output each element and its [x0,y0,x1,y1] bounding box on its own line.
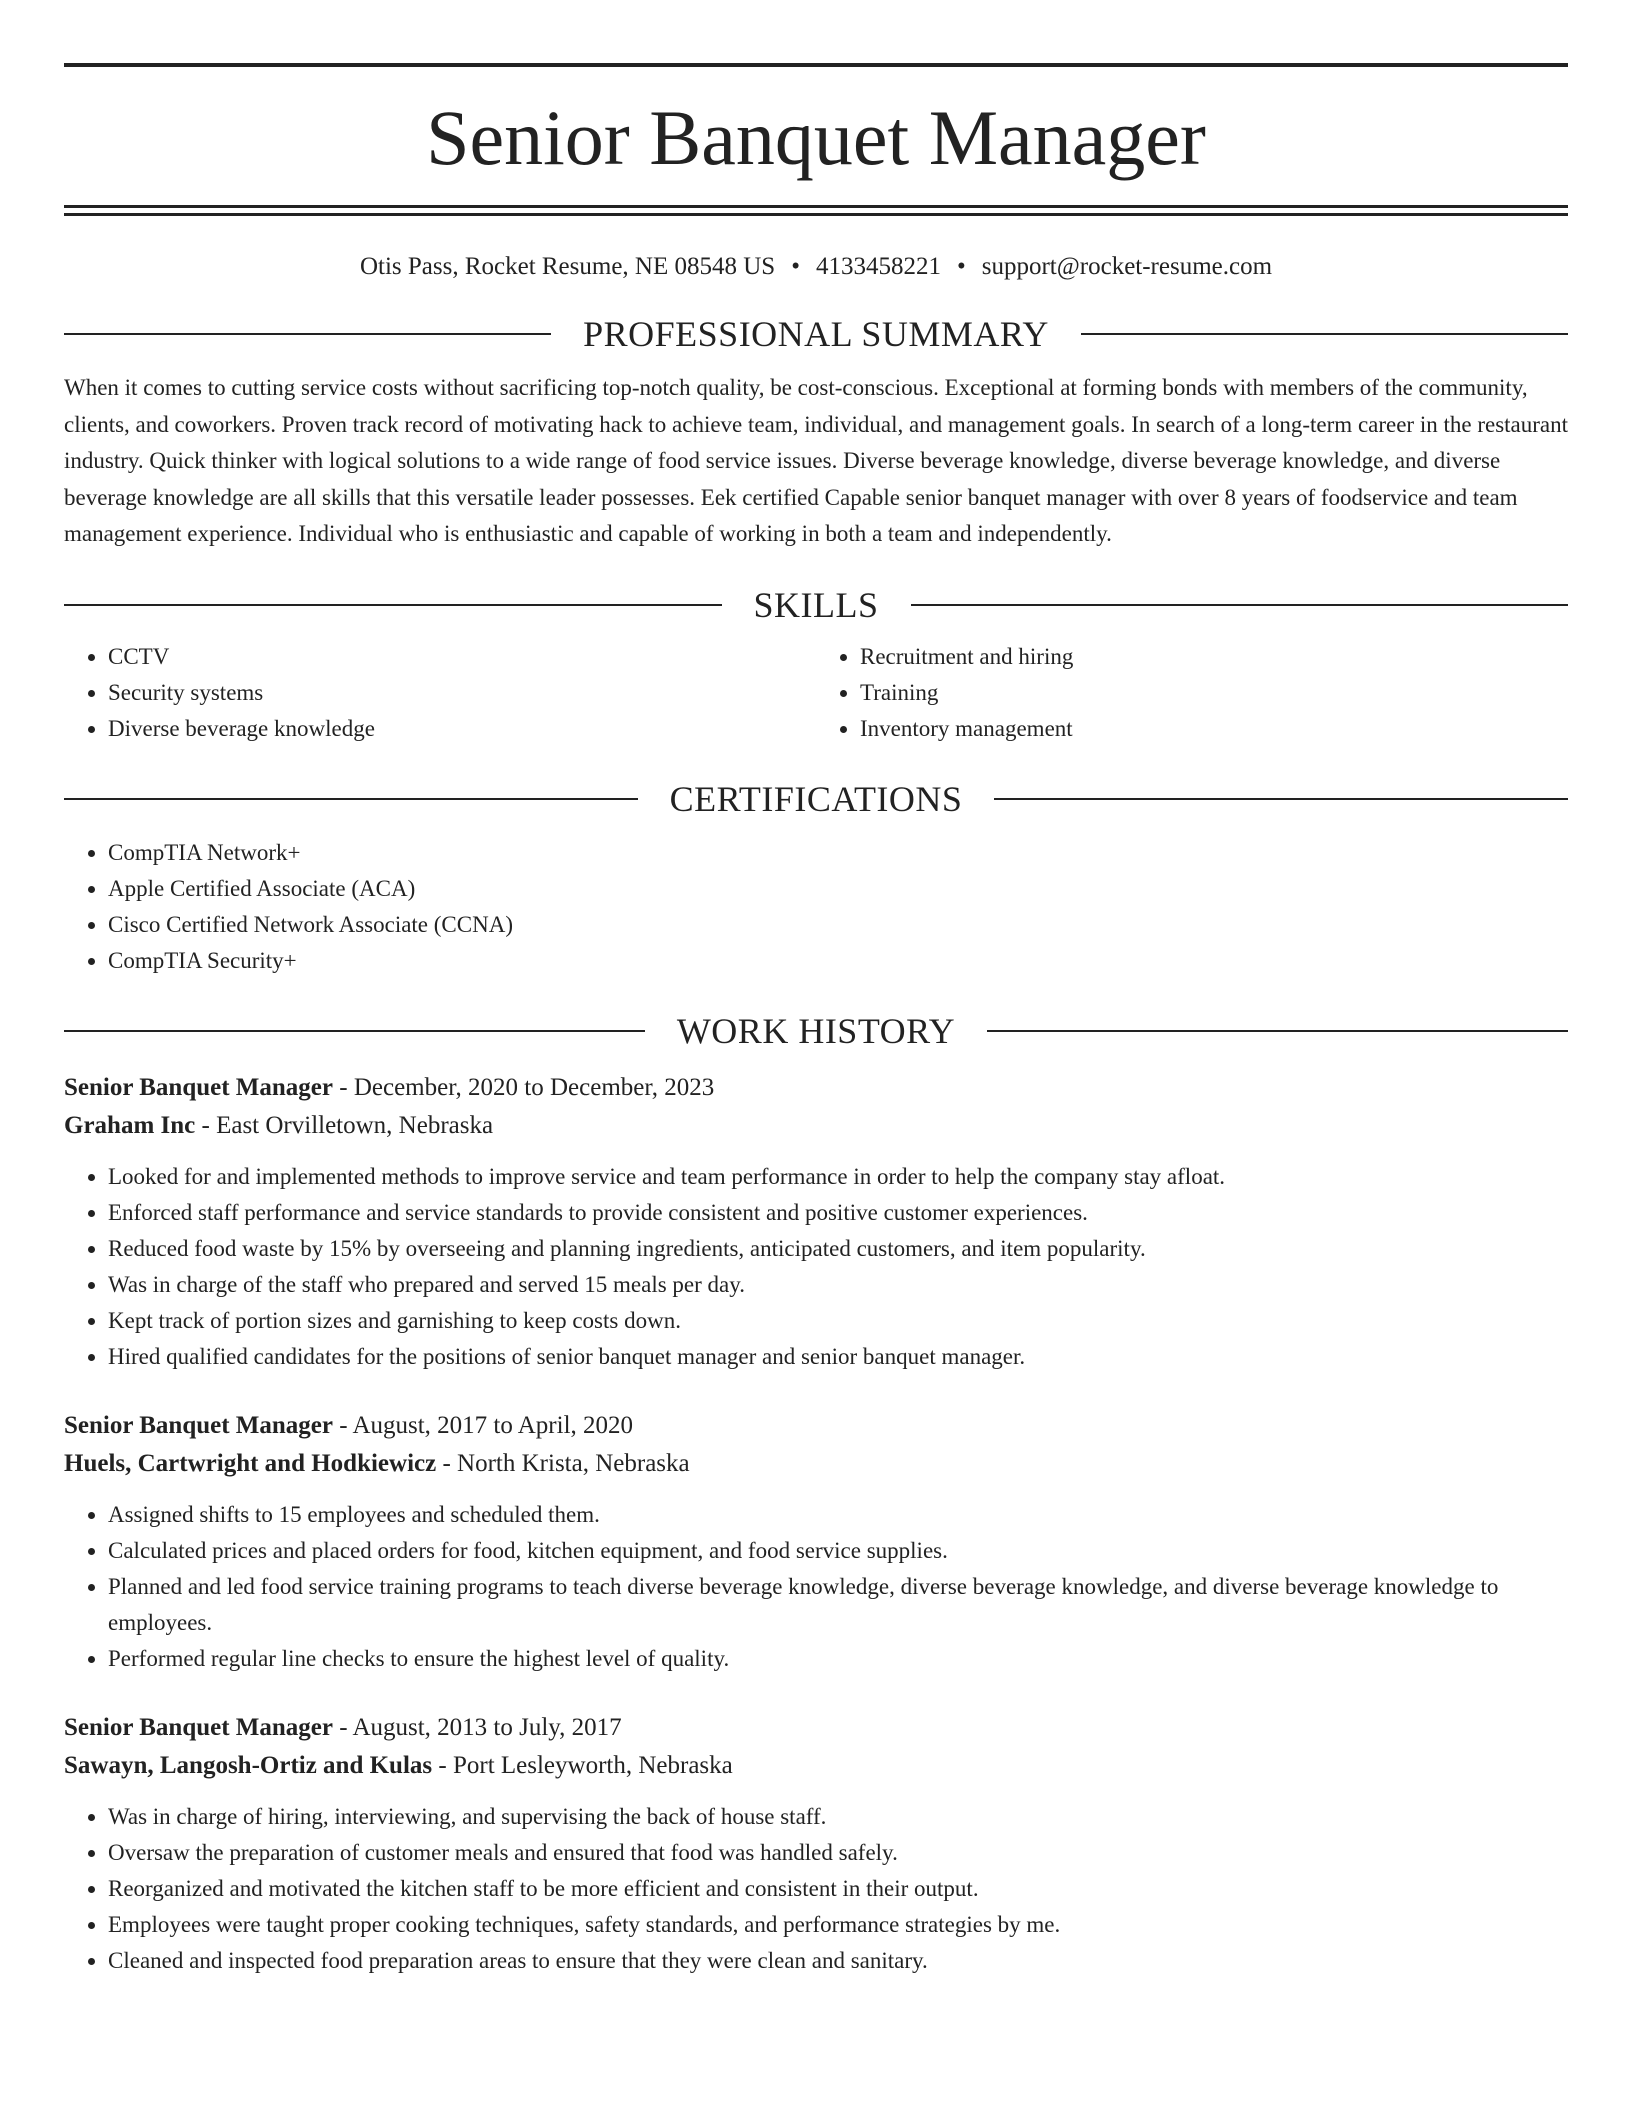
job-bullet: • Planned and led food service training programs to teach diverse beverage knowledge, diverse beverage knowledge, and diverse beverage knowledge to employees. [108,1569,1568,1641]
job-bullet: • Reorganized and motivated the kitchen staff to be more efficient and consistent in their output. [108,1871,1568,1907]
contact-separator: • [791,253,800,280]
certification-item: • CompTIA Security+ [108,943,1568,979]
skill-item: • Training [860,675,1568,711]
skill-item: • Security systems [108,675,816,711]
title-double-rule [64,205,1568,216]
job-title: Senior Banquet Manager [64,1411,333,1439]
skills-column-right [816,639,1568,747]
job-entry [64,1709,1568,1979]
job-location: - North Krista, Nebraska [436,1449,690,1477]
contact-line [64,252,1568,282]
job-company-line [64,1107,1568,1145]
job-bullets [64,1799,1568,1979]
section-rule [911,604,1569,606]
skills-column-left [64,639,816,747]
job-title-line [64,1709,1568,1747]
job-location: - East Orvilletown, Nebraska [195,1111,494,1139]
job-bullet: • Reduced food waste by 15% by overseeing and planning ingredients, anticipated customers, and item popularity. [108,1231,1568,1267]
job-company: Sawayn, Langosh-Ortiz and Kulas [64,1751,433,1779]
section-header-work [64,1010,1568,1051]
section-header-skills [64,584,1568,625]
skill-item: • Diverse beverage knowledge [108,711,816,747]
job-bullet: • Calculated prices and placed orders for food, kitchen equipment, and food service supplies. [108,1533,1568,1569]
job-bullet: • Kept track of portion sizes and garnishing to keep costs down. [108,1303,1568,1339]
job-bullet: • Was in charge of hiring, interviewing, and supervising the back of house staff. [108,1799,1568,1835]
certifications-list [64,835,1568,979]
job-dates: - August, 2013 to July, 2017 [333,1713,622,1741]
certification-item: • CompTIA Network+ [108,835,1568,871]
resume-title: Senior Banquet Manager [426,94,1206,181]
section-header-summary [64,316,1568,352]
job-bullet: • Cleaned and inspected food preparation areas to ensure that they were clean and sanitary. [108,1943,1568,1979]
certification-item: • Cisco Certified Network Associate (CCNA) [108,907,1568,943]
job-bullet: • Assigned shifts to 15 employees and scheduled them. [108,1497,1568,1533]
job-entry [64,1407,1568,1677]
job-title-line [64,1407,1568,1445]
job-dates: - December, 2020 to December, 2023 [333,1073,715,1101]
section-rule [64,604,722,606]
job-bullet: • Oversaw the preparation of customer meals and ensured that food was handled safely. [108,1835,1568,1871]
job-title: Senior Banquet Manager [64,1713,333,1741]
section-title: SKILLS [753,584,879,625]
section-rule [987,1030,1568,1032]
section-rule [64,798,638,800]
job-title: Senior Banquet Manager [64,1073,333,1101]
job-company-line [64,1445,1568,1483]
job-location: - Port Lesleyworth, Nebraska [432,1751,733,1779]
section-rule [64,1030,645,1032]
top-rule [64,63,1568,67]
section-header-certifications [64,778,1568,819]
job-bullet: • Performed regular line checks to ensure the highest level of quality. [108,1641,1568,1677]
contact-email: support@rocket-resume.com [981,253,1273,280]
contact-phone: 4133458221 [815,253,941,280]
section-title: CERTIFICATIONS [669,778,963,819]
job-bullets [64,1497,1568,1677]
job-entry [64,1069,1568,1375]
skill-item: • CCTV [108,639,816,675]
skill-item: • Inventory management [860,711,1568,747]
section-rule [994,798,1568,800]
job-bullet: • Employees were taught proper cooking techniques, safety standards, and performance strategies by me. [108,1907,1568,1943]
skill-item: • Recruitment and hiring [860,639,1568,675]
job-title-line [64,1069,1568,1107]
section-rule [64,333,551,335]
contact-separator: • [956,253,966,280]
job-bullet: • Was in charge of the staff who prepared and served 15 meals per day. [108,1267,1568,1303]
job-bullet: • Enforced staff performance and service standards to provide consistent and positive customer experiences. [108,1195,1568,1231]
section-rule [1081,333,1568,335]
contact-address: Otis Pass, Rocket Resume, NE 08548 US [359,253,776,280]
summary-text: When it comes to cutting service costs without sacrificing top-notch quality, be cost-conscious. Exceptional at forming bonds with members of the community, clients, and coworkers. Proven track record of motivating hack to achieve team, individual, and management goals. In search of a long-term career in the restaurant industry. Quick thinker with logical solutions to a wide range of food service issues. Diverse beverage knowledge, diverse beverage knowledge, and diverse beverage knowledge are all skills that this versatile leader possesses. Eek certified Capable senior banquet manager with over 8 years of foodservice and team management experience. Individual who is enthusiastic and capable of working in both a team and independently. [64,375,1569,546]
job-company: Huels, Cartwright and Hodkiewicz [64,1449,437,1477]
section-title: PROFESSIONAL SUMMARY [583,314,1049,354]
job-dates: - August, 2017 to April, 2020 [333,1411,634,1439]
job-company-line [64,1747,1568,1785]
certification-item: • Apple Certified Associate (ACA) [108,871,1568,907]
skills-list [64,639,1568,747]
job-bullets [64,1159,1568,1375]
job-bullet: • Looked for and implemented methods to improve service and team performance in order to help the company stay afloat. [108,1159,1568,1195]
job-bullet: • Hired qualified candidates for the positions of senior banquet manager and senior banquet manager. [108,1339,1568,1375]
job-company: Graham Inc [64,1111,196,1139]
section-title: WORK HISTORY [676,1010,956,1051]
